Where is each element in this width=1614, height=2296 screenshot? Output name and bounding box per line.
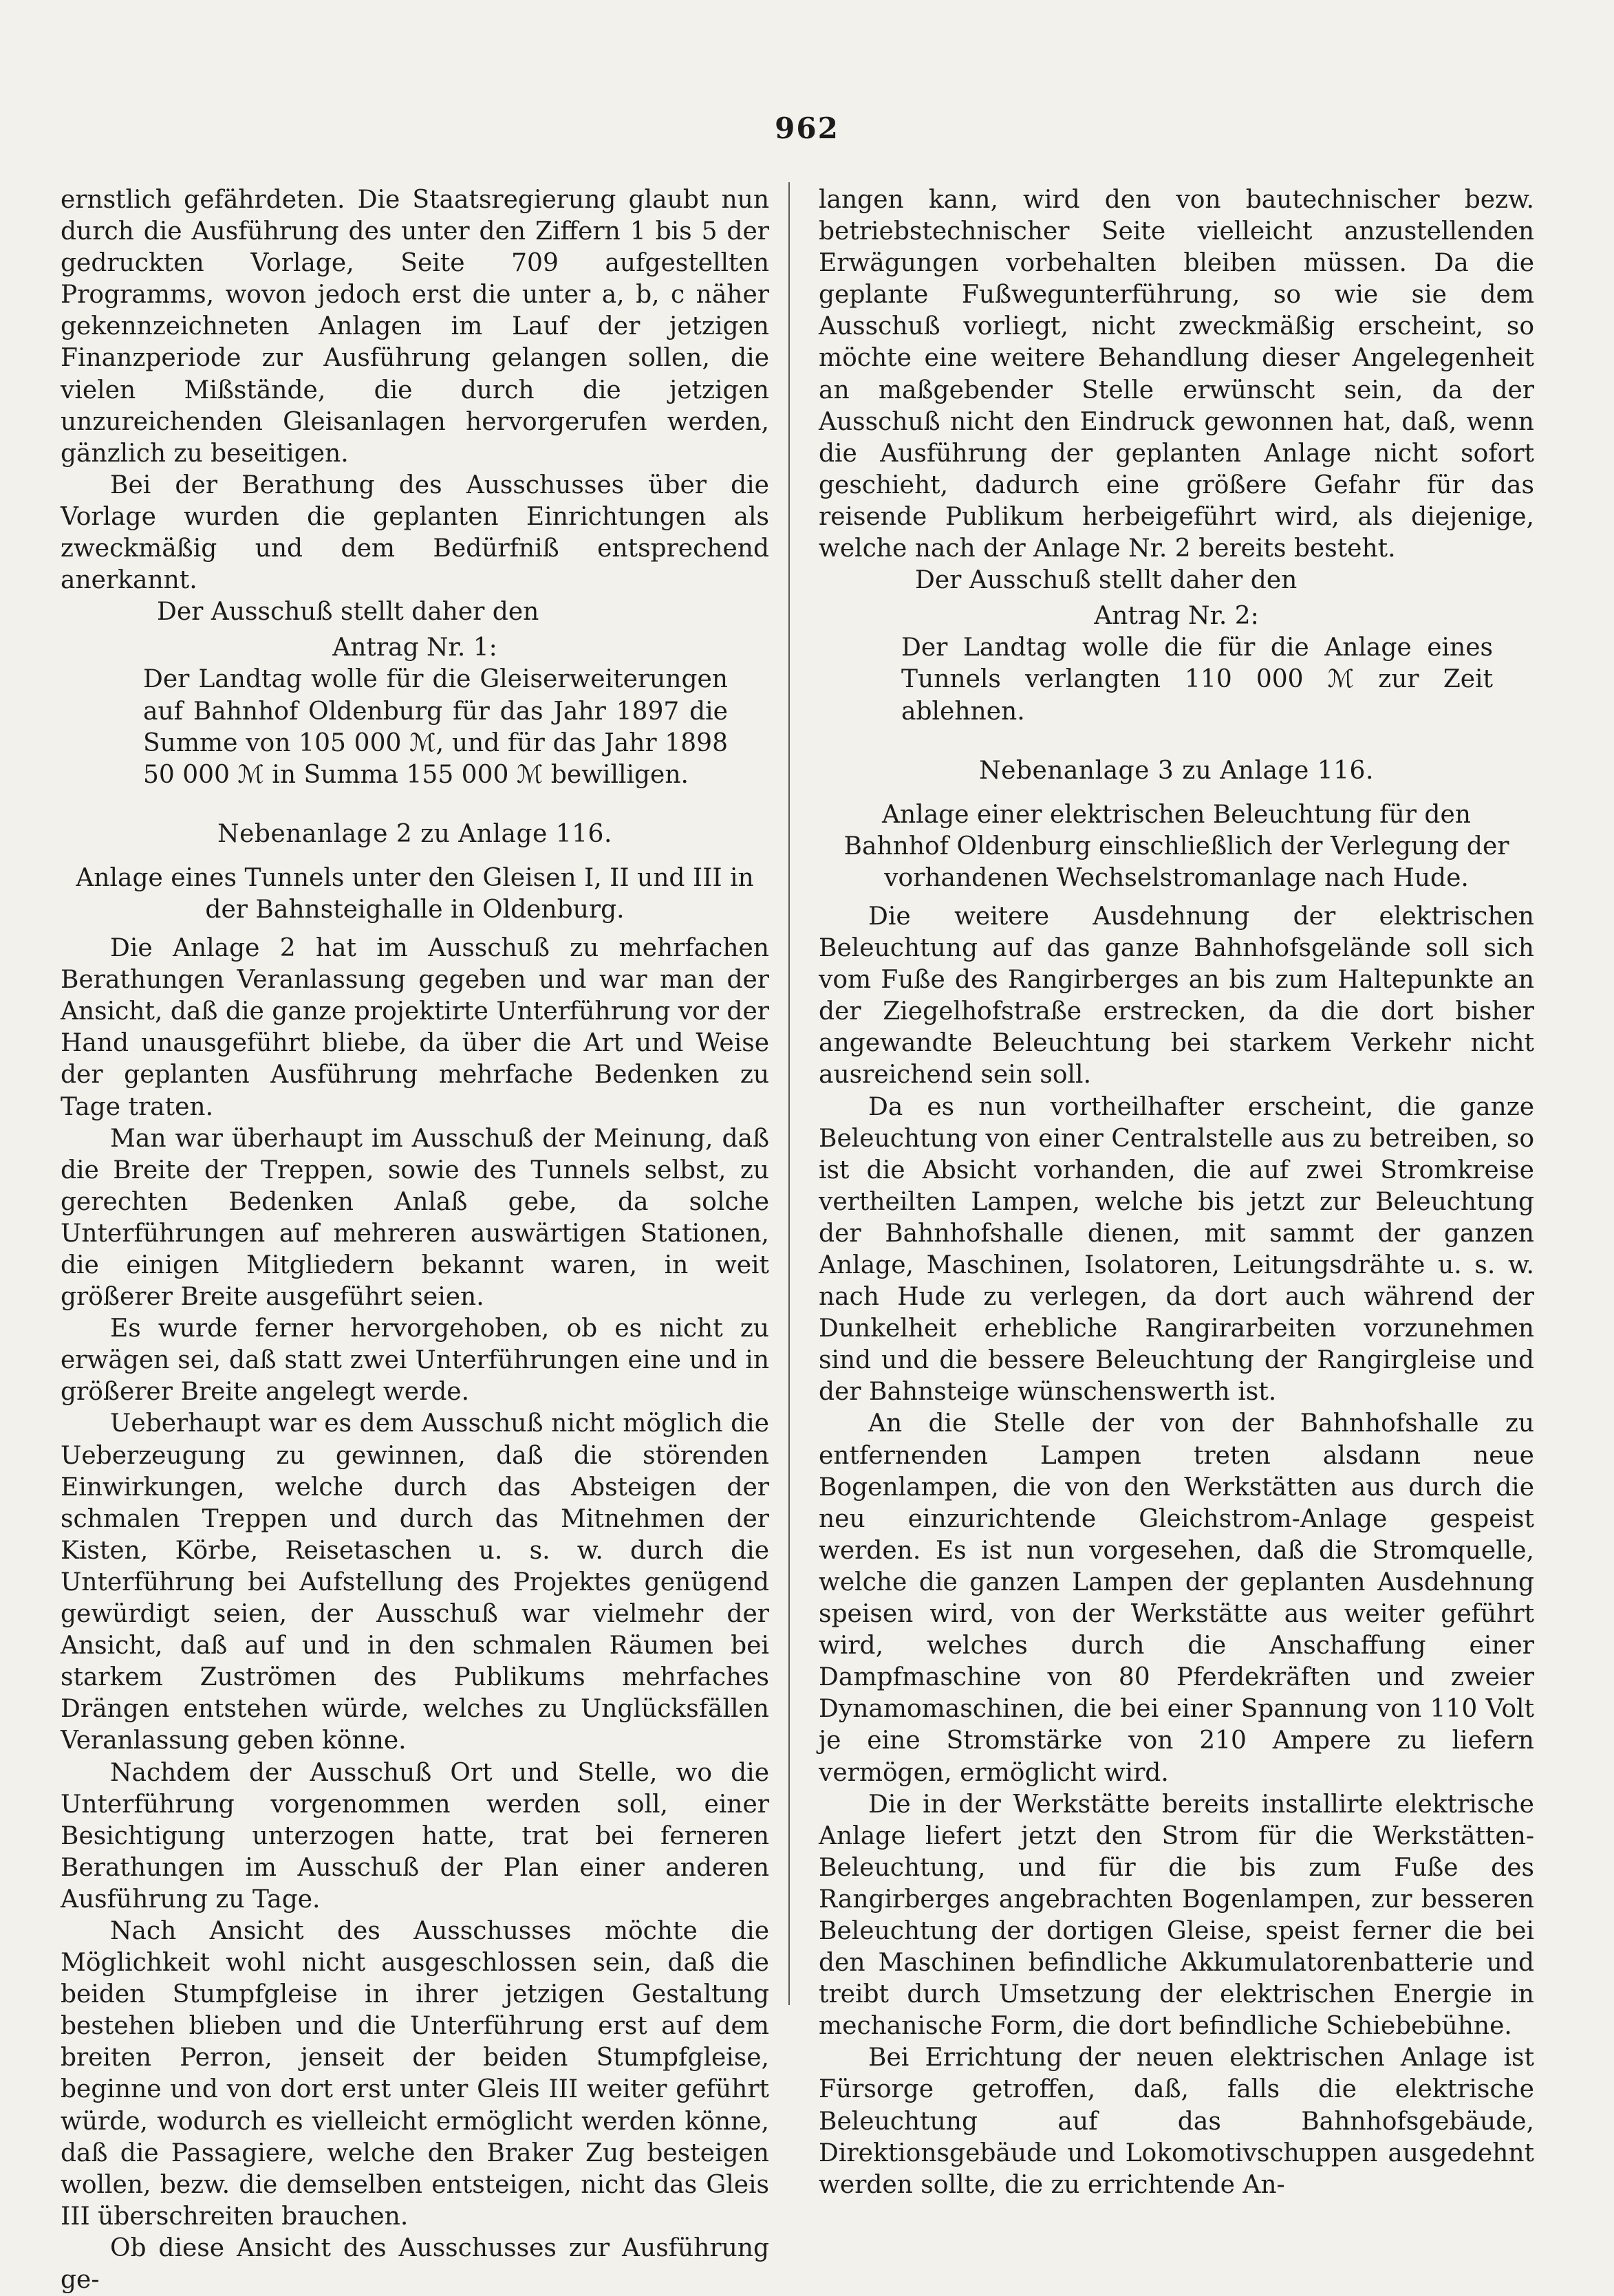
paragraph: Ueberhaupt war es dem Ausschuß nicht möglich die Ueberzeugung zu gewinnen, daß die störenden Einwirkungen, welche durch das Absteigen der schmalen Treppen und durch das Mitnehmen der Kisten, Körbe, Reisetaschen u. s. w. durch die Unterführung bei Aufstellung des Projektes genügend gewürdigt seien, der Ausschuß war vielmehr der Ansicht, daß auf und in den schmalen Räumen bei starkem Zuströmen des Publikums mehrfaches Drängen entstehen würde, welches zu Unglücksfällen Veranlassung geben könne. (61, 1409, 769, 1755)
paragraph: Da es nun vortheilhafter erscheint, die ganze Beleuchtung von einer Centralstelle aus zu betreiben, so ist die Absicht vorhanden, die auf zwei Stromkreise vertheilten Lampen, welche bis jetzt zur Beleuchtung der Bahnhofshalle dienen, mit sammt der ganzen Anlage, Maschinen, Isolatoren, Leitungsdrähte u. s. w. nach Hude zu verlegen, da dort auch während der Dunkelheit erhebliche Rangirarbeiten vorzunehmen sind und die bessere Beleuchtung der Rangirgleise und der Bahnsteige wünschenswerth ist. (819, 1092, 1534, 1407)
column-divider (788, 182, 790, 2005)
paragraph: Man war überhaupt im Ausschuß der Meinung, daß die Breite der Treppen, sowie des Tunnels selbst, zu gerechten Bedenken Anlaß gebe, da solche Unterführungen auf mehreren auswärtigen Stationen, die einigen Mitgliedern bekannt waren, in weit größerer Breite ausgeführt seien. (61, 1124, 769, 1312)
motion-intro: Der Ausschuß stellt daher den (915, 566, 1298, 595)
right-column (819, 184, 1534, 2201)
motion-title: Antrag Nr. 2: (1094, 602, 1259, 631)
paragraph: An die Stelle der von der Bahnhofshalle zu entfernenden Lampen treten alsdann neue Bogenlampen, die von den Werkstätten aus durch die neu einzurichtende Gleichstrom-Anlage gespeist werden. Es ist nun vorgesehen, daß die Stromquelle, welche die ganzen Lampen der geplanten Ausdehnung speisen wird, von der Werkstätte aus weiter geführt wird, welches durch die Anschaffung einer Dampfmaschine von 80 Pferdekräften und zweier Dynamomaschinen, die bei einer Spannung von 110 Volt je eine Stromstärke von 210 Ampere zu liefern vermögen, ermöglicht wird. (819, 1409, 1534, 1787)
section-subtitle: Anlage eines Tunnels unter den Gleisen I, II und III in der Bahnsteighalle in Oldenburg. (76, 863, 754, 924)
paragraph: ernstlich gefährdeten. Die Staatsregierung glaubt nun durch die Ausführung des unter den Ziffern 1 bis 5 der gedruckten Vorlage, Seite 709 aufgestellten Programms, wovon jedoch erst die unter a, b, c näher gekennzeichneten Anlagen im Lauf der jetzigen Finanzperiode zur Ausführung gelangen sollen, die vielen Mißstände, die durch die jetzigen unzureichenden Gleisanlagen hervorgerufen werden, gänzlich zu beseitigen. (61, 186, 769, 468)
paragraph: Bei Errichtung der neuen elektrischen Anlage ist Fürsorge getroffen, daß, falls die elektrische Beleuchtung auf das Bahnhofsgebäude, Direktionsgebäude und Lokomotivschuppen ausgedehnt werden sollte, die zu errichtende An- (819, 2044, 1534, 2199)
paragraph: Die in der Werkstätte bereits installirte elektrische Anlage liefert jetzt den Strom für die Werkstätten-Beleuchtung, und für die bis zum Fuße des Rangirberges angebrachten Bogenlampen, zur besseren Beleuchtung der dortigen Gleise, speist ferner die bei den Maschinen befindliche Akkumulatorenbatterie und treibt durch Umsetzung der elektrischen Energie in mechanische Form, die dort befindliche Schiebebühne. (819, 1790, 1534, 2041)
paragraph: Es wurde ferner hervorgehoben, ob es nicht zu erwägen sei, daß statt zwei Unterführungen eine und in größerer Breite angelegt werde. (61, 1314, 769, 1407)
motion-intro: Der Ausschuß stellt daher den (157, 598, 539, 627)
paragraph: Die weitere Ausdehnung der elektrischen Beleuchtung auf das ganze Bahnhofsgelände soll sich vom Fuße des Rangirberges an bis zum Haltepunkte an der Ziegelhofstraße erstrecken, da die dort bisher angewandte Beleuchtung bei starkem Verkehr nicht ausreichend sein soll. (819, 902, 1534, 1090)
section-subtitle: Anlage einer elektrischen Beleuchtung für den Bahnhof Oldenburg einschließlich der Verlegung der vorhandenen Wechselstromanlage nach Hude. (843, 800, 1509, 892)
paragraph: Nachdem der Ausschuß Ort und Stelle, wo die Unterführung vorgenommen werden soll, einer Besichtigung unterzogen hatte, trat bei ferneren Berathungen im Ausschuß der Plan einer anderen Ausführung zu Tage. (61, 1758, 769, 1914)
paragraph: Ob diese Ansicht des Ausschusses zur Ausführung ge- (61, 2233, 769, 2294)
paragraph: Nach Ansicht des Ausschusses möchte die Möglichkeit wohl nicht ausgeschlossen sein, daß die beiden Stumpfgleise in ihrer jetzigen Gestaltung bestehen blieben und die Unterführung erst auf dem breiten Perron, jenseit der beiden Stumpfgleise, beginne und von dort erst unter Gleis III weiter geführt würde, wodurch es vielleicht ermöglicht werden könne, daß die Passagiere, welche den Braker Zug besteigen wollen, bezw. die demselben entsteigen, nicht das Gleis III überschreiten brauchen. (61, 1916, 769, 2231)
paragraph: Bei der Berathung des Ausschusses über die Vorlage wurden die geplanten Einrichtungen als zweckmäßig und dem Bedürfniß entsprechend anerkannt. (61, 470, 769, 595)
left-column (61, 184, 769, 2296)
paragraph: langen kann, wird den von bautechnischer bezw. betriebstechnischer Seite vielleicht anzustellenden Erwägungen vorbehalten bleiben müssen. Da die geplante Fußwegunterführung, so wie sie dem Ausschuß vorliegt, nicht zweckmäßig erscheint, so möchte eine weitere Behandlung dieser Angelegenheit an maßgebender Stelle erwünscht sein, da der Ausschuß nicht den Eindruck gewonnen hat, daß, wenn die Ausführung der geplanten Anlage nicht sofort geschieht, dadurch eine größere Gefahr für das reisende Publikum herbeigeführt wird, als diejenige, welche nach der Anlage Nr. 2 bereits besteht. (819, 186, 1534, 563)
motion-title: Antrag Nr. 1: (332, 633, 497, 662)
motion-body: Der Landtag wolle die für die Anlage eines Tunnels verlangten 110 000 ℳ zur Zeit ablehnen. (901, 633, 1493, 726)
section-heading: Nebenanlage 2 zu Anlage 116. (217, 819, 612, 848)
section-heading: Nebenanlage 3 zu Anlage 116. (979, 756, 1374, 785)
motion-body: Der Landtag wolle für die Gleiserweiterungen auf Bahnhof Oldenburg für das Jahr 1897 die Summe von 105 000 ℳ, und für das Jahr 1898 50 000 ℳ in Summa 155 000 ℳ bewilligen. (143, 665, 728, 789)
paragraph: Die Anlage 2 hat im Ausschuß zu mehrfachen Berathungen Veranlassung gegeben und war man der Ansicht, daß die ganze projektirte Unterführung vor der Hand unausgeführt bliebe, da über die Art und Weise der geplanten Ausführung mehrfache Bedenken zu Tage traten. (61, 934, 769, 1121)
page-number: 962 (775, 111, 839, 145)
